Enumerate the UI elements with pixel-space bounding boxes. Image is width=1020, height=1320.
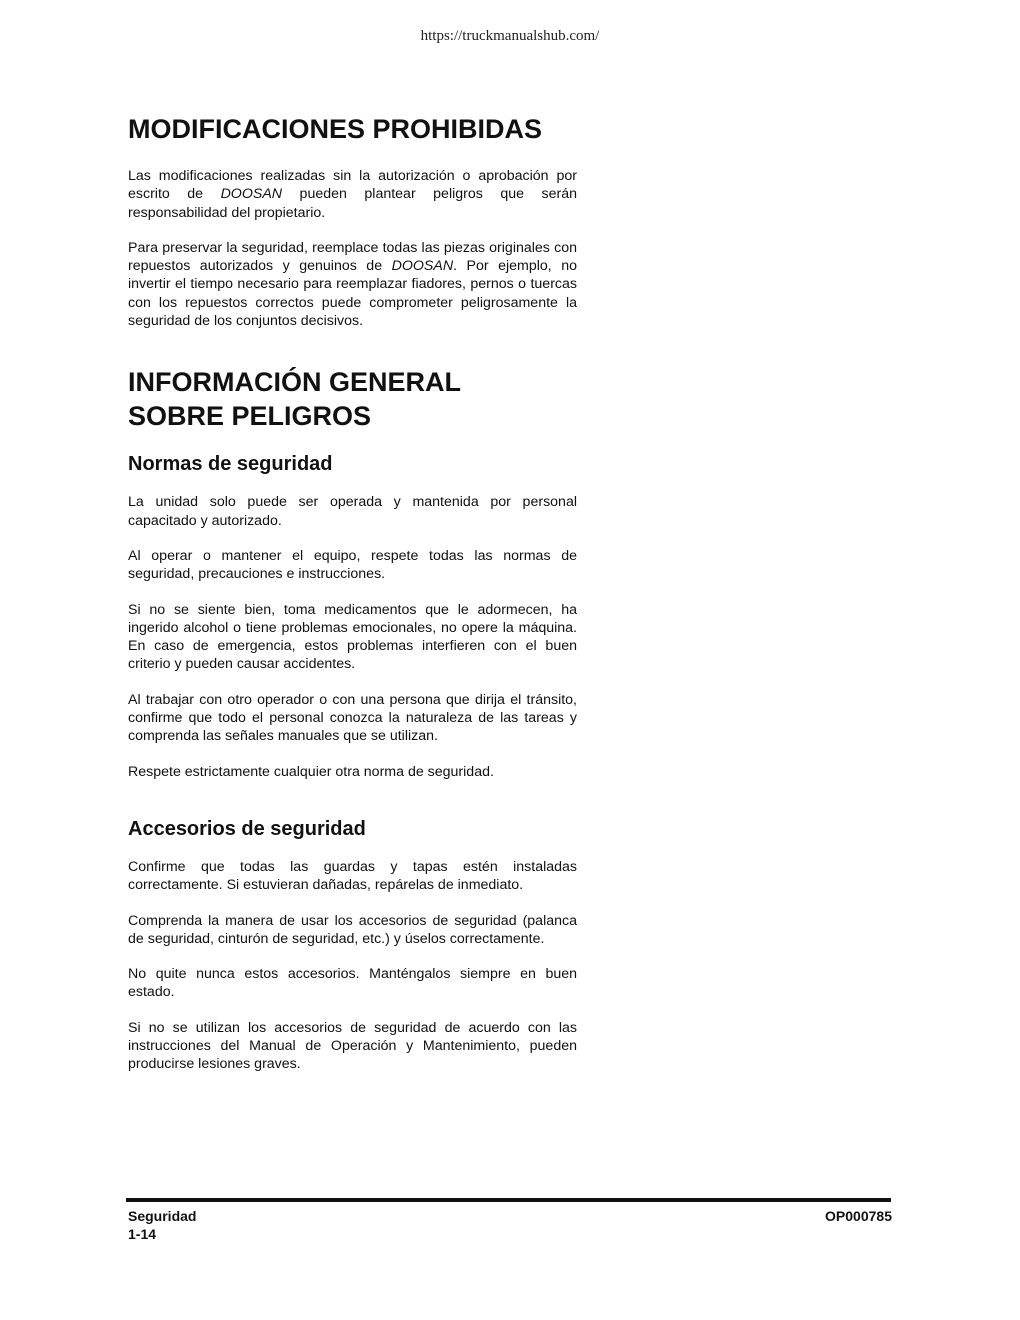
- section-title-modificaciones: MODIFICACIONES PROHIBIDAS: [128, 114, 543, 144]
- text-run: Para preservar la seguridad, reemplace todas las piezas originales con repuestos autorizados y genuinos de: [128, 239, 577, 275]
- footer-section-name: Seguridad: [128, 1208, 197, 1224]
- subsection-title-accesorios: Accesorios de seguridad: [128, 817, 366, 840]
- paragraph: Si no se utilizan los accesorios de seguridad de acuerdo con las instrucciones del Manual de Operación y Mantenimiento, pueden producirse lesiones graves.: [128, 1019, 577, 1073]
- paragraph: Confirme que todas las guardas y tapas estén instaladas correctamente. Si estuvieran dañadas, repárelas de inmediato.: [128, 858, 577, 894]
- section-title-informacion-general: [128, 365, 577, 433]
- brand-name: DOOSAN: [220, 186, 283, 203]
- footer-divider: [126, 1198, 891, 1202]
- paragraph: Respete estrictamente cualquier otra norma de seguridad.: [128, 763, 494, 780]
- paragraph: La unidad solo puede ser operada y mantenida por personal capacitado y autorizado.: [128, 494, 577, 529]
- footer-left: [128, 1207, 196, 1243]
- paragraph: Al operar o mantener el equipo, respete todas las normas de seguridad, precauciones e instrucciones.: [128, 547, 577, 583]
- document-code: OP000785: [825, 1208, 892, 1224]
- text-run: . Por ejemplo, no invertir el tiempo necesario para reemplazar fiadores, pernos o tuercas con los repuestos correctos puede comprometer peligrosamente la seguridad de los conjuntos decisivos.: [128, 258, 577, 330]
- paragraph: No quite nunca estos accesorios. Manténgalos siempre en buen estado.: [128, 966, 577, 1001]
- brand-name: DOOSAN: [391, 258, 454, 275]
- paragraph: Comprenda la manera de usar los accesorios de seguridad (palanca de seguridad, cinturón de seguridad, etc.) y úselos correctamente.: [128, 912, 577, 947]
- paragraph: Si no se siente bien, toma medicamentos que le adormecen, ha ingerido alcohol o tiene problemas emocionales, no opere la máquina. En caso de emergencia, estos problemas interfieren con el buen criterio y pueden causar accidentes.: [128, 601, 577, 673]
- subsection-title-normas: Normas de seguridad: [128, 453, 333, 476]
- source-url: https://truckmanualshub.com/: [420, 28, 600, 44]
- page-number: 1-14: [128, 1226, 157, 1242]
- text-run: pueden plantear peligros que serán responsabilidad del propietario.: [128, 186, 577, 221]
- paragraph: [128, 167, 577, 222]
- paragraph: [128, 239, 577, 330]
- paragraph: Al trabajar con otro operador o con una persona que dirija el tránsito, confirme que todo el personal conozca la naturaleza de las tareas y comprenda las señales manuales que se utilizan.: [128, 691, 577, 745]
- text-run: Las modificaciones realizadas sin la autorización o aprobación por escrito de: [128, 168, 577, 203]
- title-line: INFORMACIÓN GENERAL: [128, 367, 461, 398]
- title-line: SOBRE PELIGROS: [128, 401, 372, 432]
- page-content: [128, 112, 577, 1074]
